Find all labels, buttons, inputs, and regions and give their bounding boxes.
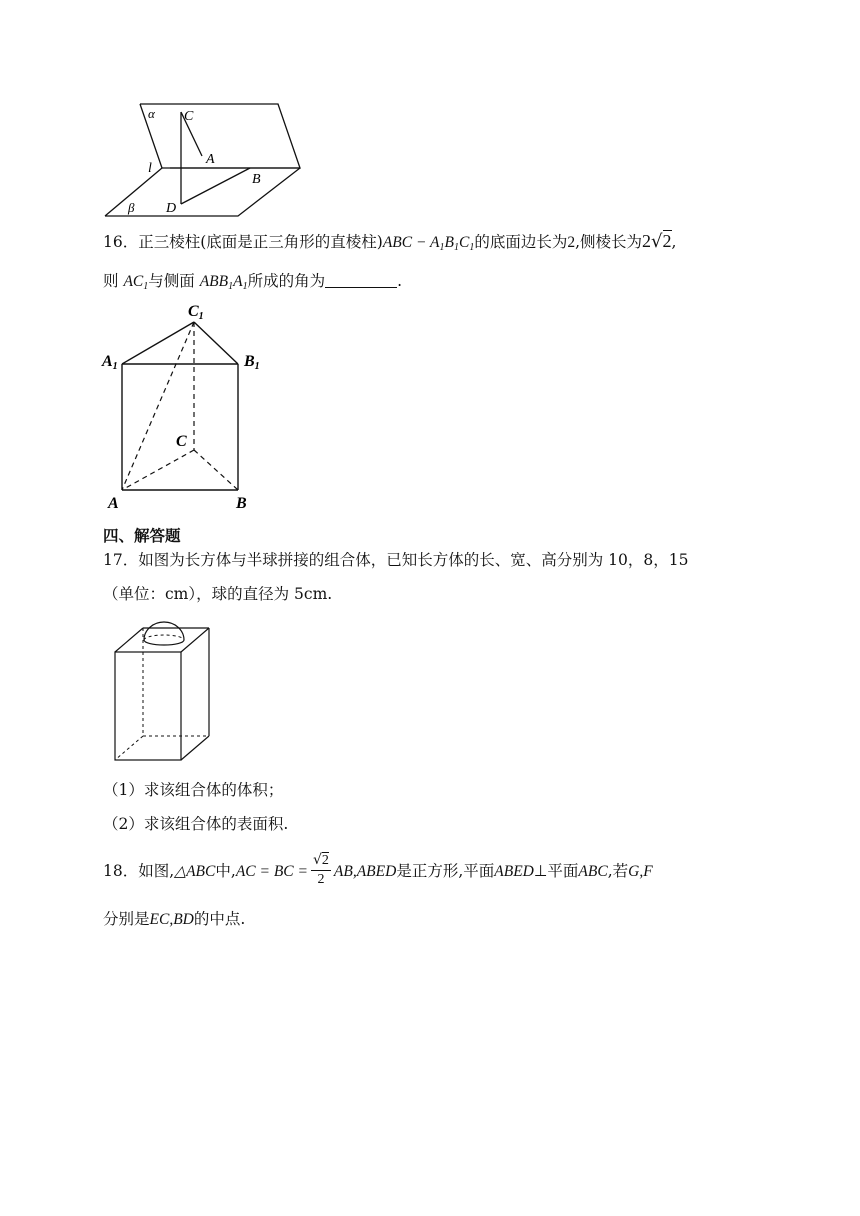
label-A: A — [108, 495, 119, 512]
q16-text-f: 所成的角为 — [247, 272, 326, 290]
edge-CB — [194, 450, 238, 490]
q16-ac1: $AC_1$ — [123, 273, 149, 292]
q16-text-b: 的底面边长为 — [474, 233, 568, 251]
label-A1: A1 — [102, 353, 118, 372]
label-A: A — [206, 152, 215, 167]
section-heading: 四、解答题 — [103, 527, 181, 545]
q16-line2: 则 $AC_1$与侧面 $ABB_1A_1$所成的角为 . — [103, 272, 403, 292]
diagonal-AC1 — [122, 322, 194, 490]
prism-figure — [100, 300, 270, 512]
q16-text-d: 则 — [103, 272, 119, 290]
q17-number: 17． — [103, 551, 139, 569]
cuboid-top-left-edge — [115, 628, 143, 652]
segment-DB — [181, 168, 250, 204]
hemisphere-dome — [144, 622, 184, 640]
label-D: D — [166, 201, 177, 216]
label-alpha: α — [148, 106, 155, 121]
q17-part2: （2）求该组合体的表面积. — [103, 815, 289, 833]
q16-line1: 16．正三棱柱(底面是正三角形的直棱柱)$ABC - A_1B_1C_1$的底面边长为2,侧棱长为2√2, — [103, 231, 677, 253]
q16-face: $ABB_1A_1$ — [199, 273, 248, 292]
q16-answer-blank — [325, 273, 397, 288]
q18-line2: 分别是EC,BD的中点. — [103, 910, 246, 928]
edge-A1C1 — [122, 322, 194, 364]
cuboid-bottom-right-edge — [181, 736, 209, 760]
label-B1: B1 — [244, 353, 260, 372]
edge-CA — [122, 450, 194, 490]
cuboid-hemisphere-figure — [108, 616, 218, 766]
q18-triangle: △ABC — [174, 863, 216, 880]
planes-figure — [100, 100, 310, 222]
label-C1: C1 — [188, 303, 204, 322]
cuboid-top-right-edge — [181, 628, 209, 652]
label-C: C — [184, 109, 194, 124]
q18-number: 18． — [103, 862, 139, 880]
q16-text-c: ,侧棱长为 — [575, 233, 643, 251]
q17-text: 如图为长方体与半球拼接的组合体，已知长方体的长、宽、高分别为 10，8，15 — [138, 551, 689, 569]
q18-fraction: $\frac{√2}{2}$ — [312, 852, 329, 887]
label-l: l — [148, 161, 152, 176]
q17-line1 — [103, 549, 688, 571]
q16-text-e: 与侧面 — [148, 272, 195, 290]
label-beta: β — [128, 200, 135, 215]
q18-equation: AC = BC = — [235, 863, 308, 880]
label-C: C — [176, 433, 187, 450]
q16-base-length: 2 — [567, 234, 576, 251]
cuboid-front-face — [115, 652, 181, 760]
q17-part1: （1）求该组合体的体积； — [103, 781, 284, 799]
q16-prism-name: ABC − $A_1B_1C_1$ — [382, 234, 475, 253]
q17-line2: （单位：cm），球的直径为 5cm. — [103, 585, 333, 603]
q16-number: 16． — [103, 233, 139, 251]
perp-symbol: ⊥ — [533, 863, 548, 880]
label-B: B — [252, 172, 261, 187]
q16-lateral-length: 2√2 — [642, 231, 672, 252]
plane-alpha-edge — [140, 104, 300, 168]
label-B: B — [236, 495, 247, 512]
hidden-bottom-left-edge — [115, 736, 143, 760]
hemisphere-base-back — [144, 635, 184, 640]
hemisphere-base-front — [144, 640, 184, 645]
q18-line1: 18．如图,△ABC中,AC = BC = $\frac{√2}{2}$ AB,ABED是正方形,平面ABED⊥平面ABC,若G,F — [103, 852, 653, 887]
q16-text-a: 正三棱柱(底面是正三角形的直棱柱) — [138, 233, 383, 251]
edge-C1B1 — [194, 322, 238, 364]
